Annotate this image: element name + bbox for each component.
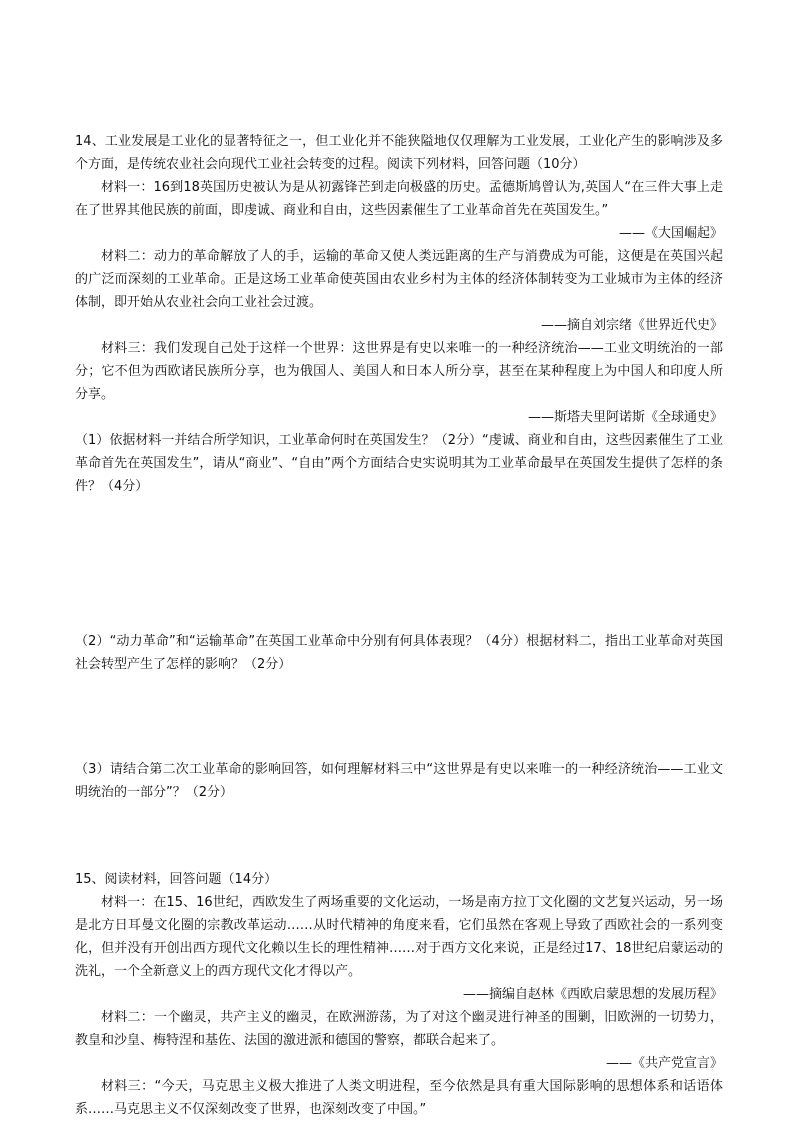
answer-space-3 xyxy=(75,804,723,868)
q14-material-3-source: ——斯塔夫里阿诺斯《全球通史》 xyxy=(527,410,723,425)
q14-sub-question-3: （3）请结合第二次工业革命的影响回答，如何理解材料三中“这世界是有史以来唯一的一种经济统治——工业文明统治的一部分”？（2分） xyxy=(75,762,723,800)
q14-material-1-source: ——《大国崛起》 xyxy=(618,226,723,241)
q14-material-3: 材料三：我们发现自己处于这样一个世界：这世界是有史以来唯一的一种经济统治——工业文明统治的一部分；它不但为西欧诸民族所分享，也为俄国人、美国人和日本人所分享，甚至在某种程度上为中国人和印度人所分享。 xyxy=(75,341,723,402)
q15-material-2: 材料二：一个幽灵，共产主义的幽灵，在欧洲游荡，为了对这个幽灵进行神圣的围剿，旧欧洲的一切势力，教皇和沙皇、梅特涅和基佐、法国的激进派和德国的警察，都联合起来了。 xyxy=(75,1010,723,1048)
q14-stem: 14、工业发展是工业化的显著特征之一，但工业化并不能狭隘地仅仅理解为工业发展，工业化产生的影响涉及多个方面，是传统农业社会向现代工业社会转变的过程。阅读下列材料，回答问题（10分） xyxy=(75,134,723,172)
q15-material-1-source: ——摘编自赵林《西欧启蒙思想的发展历程》 xyxy=(462,987,723,1002)
answer-space-1 xyxy=(75,498,723,630)
q14-material-2: 材料二：动力的革命解放了人的手，运输的革命又使人类远距离的生产与消费成为可能，这便是在英国兴起的广泛而深刻的工业革命。正是这场工业革命使英国由农业乡村为主体的经济体制转变为工业城市为主体的经济体制，即开始从农业社会向工业社会过渡。 xyxy=(75,249,723,310)
q15-material-3: 材料三：“今天，马克思主义极大推进了人类文明进程，至今依然是具有重大国际影响的思想体系和话语体系……马克思主义不仅深刻改变了世界，也深刻改变了中国。” xyxy=(75,1079,723,1117)
q14-sub-question-1: （1）依据材料一并结合所学知识，工业革命何时在英国发生？（2分）“虔诚、商业和自由，这些因素催生了工业革命首先在英国发生”，请从“商业”、“自由”两个方面结合史实说明其为工业革命最早在英国发生提供了怎样的条件？（4分） xyxy=(75,433,723,494)
q14-material-1: 材料一：16到18英国历史被认为是从初露锋芒到走向极盛的历史。孟德斯鸠曾认为,英国人“在三件大事上走在了世界其他民族的前面，即虔诚、商业和自由，这些因素催生了工业革命首先在英国发生。” xyxy=(75,180,723,218)
q15-material-1: 材料一：在15、16世纪，西欧发生了两场重要的文化运动，一场是南方拉丁文化圈的文艺复兴运动，另一场是北方日耳曼文化圈的宗教改革运动……从时代精神的角度来看，它们虽然在客观上导致了西欧社会的一系列变化，但并没有开创出西方现代文化赖以生长的理性精神……对于西方文化来说，正是经过17、18世纪启蒙运动的洗礼，一个全新意义上的西方现代文化才得以产。 xyxy=(75,895,723,979)
q14-material-2-source: ——摘自刘宗绪《世界近代史》 xyxy=(540,318,723,333)
exam-page xyxy=(75,130,723,1121)
q15-stem: 15、阅读材料，回答问题（14分） xyxy=(75,872,278,887)
q14-sub-question-2: （2）“动力革命”和“运输革命”在英国工业革命中分别有何具体表现？（4分）根据材料二，指出工业革命对英国社会转型产生了怎样的影响？（2分） xyxy=(75,634,723,672)
q15-material-2-source: ——《共产党宣言》 xyxy=(605,1056,723,1071)
answer-space-2 xyxy=(75,676,723,758)
